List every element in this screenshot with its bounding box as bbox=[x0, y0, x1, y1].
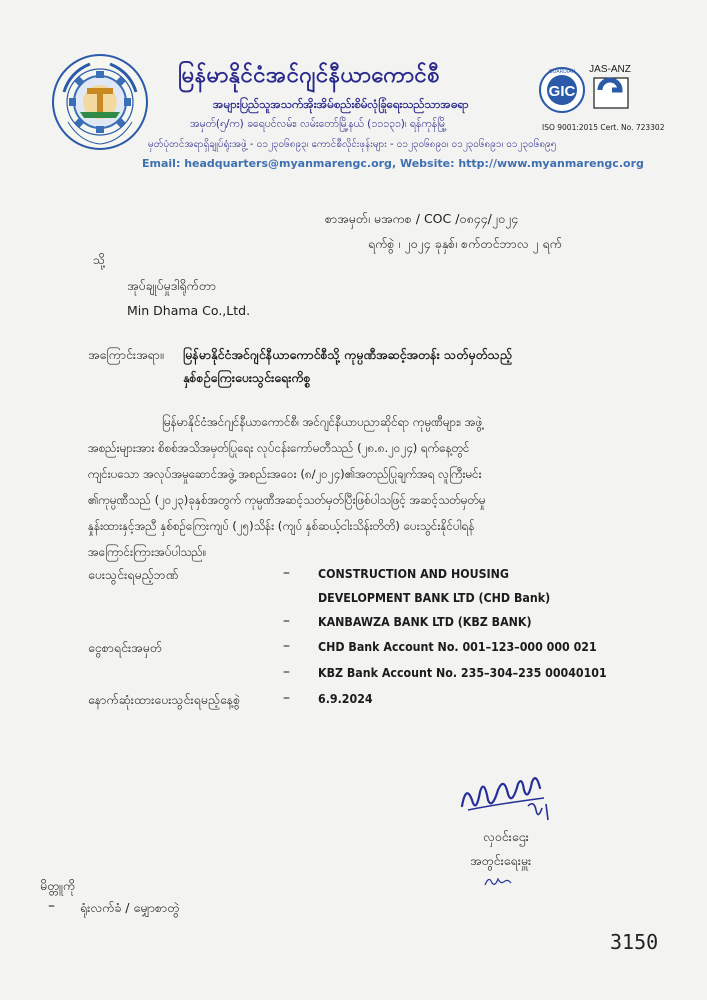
account-1: CHD Bank Account No. 001–123–000 000 021 bbox=[318, 640, 597, 654]
dash-4: – bbox=[283, 664, 290, 680]
email-label: Email: bbox=[142, 157, 181, 170]
email-link[interactable]: headquarters@myanmarengc.org bbox=[184, 157, 392, 170]
account-2: KBZ Bank Account No. 235–304–235 00040101 bbox=[318, 666, 607, 680]
body-line-6: အကြောင်းကြားအပ်ပါသည်။ bbox=[88, 545, 207, 559]
deadline-label: နောက်ဆုံးထားပေးသွင်းရမည့်နေ့စွဲ bbox=[88, 692, 241, 707]
bank-2: KANBAWZA BANK LTD (KBZ BANK) bbox=[318, 615, 532, 629]
deadline-date: 6.9.2024 bbox=[318, 692, 373, 706]
organization-title: မြန်မာနိုင်ငံအင်ဂျင်နီယာကောင်စီ bbox=[178, 63, 441, 88]
handwritten-initial-icon bbox=[483, 873, 513, 889]
account-label: ငွေစာရင်းအမှတ် bbox=[88, 640, 162, 655]
dash-3: – bbox=[283, 638, 290, 654]
address-line: အမှတ်(၅/က) ခရေပင်လမ်း၊ လမ်းတော်မြို့နယ် (၁၁၁၃၁)၊ ရန်ကုန်မြို့ bbox=[190, 118, 447, 130]
contact-line: Email: headquarters@myanmarengc.org, Website: http://www.myanmarengc.org bbox=[142, 157, 644, 170]
recipient-title: အုပ်ချုပ်မှုဒါရိုက်တာ bbox=[127, 278, 217, 293]
bank-label: ပေးသွင်းရမည့်ဘဏ် bbox=[88, 567, 179, 582]
bank-1-line-2: DEVELOPMENT BANK LTD (CHD Bank) bbox=[318, 591, 551, 605]
subject-line-1: မြန်မာနိုင်ငံအင်ဂျင်နီယာကောင်စီသို့ ကုမ္ပဏီအဆင့်အတန်း သတ်မှတ်သည့် bbox=[183, 347, 512, 362]
website-link[interactable]: http://www.myanmarengc.org bbox=[458, 157, 644, 170]
signer-role: အတွင်းရေးမှူး bbox=[470, 853, 532, 868]
body-line-3: ကျင်းပသော အလုပ်အမှုဆောင်အဖွဲ့ အစည်းအဝေး (၈/၂၀၂၄)၏အတည်ပြုချက်အရ လူကြီးမင်း bbox=[88, 467, 482, 481]
website-label: Website: bbox=[399, 157, 455, 170]
cc-label: မိတ္တူကို bbox=[40, 878, 76, 893]
cc-dash: – bbox=[48, 898, 55, 914]
stamp-number: 3150 bbox=[610, 930, 659, 954]
recipient-name: Min Dhama Co.,Ltd. bbox=[127, 303, 251, 318]
body-line-2: အစည်းများအား စိစစ်အသိအမှတ်ပြုရေး လုပ်ငန်းကော်မတီသည် (၂၈.၈.၂၀၂၄) ရက်နေ့တွင် bbox=[88, 441, 470, 455]
organization-motto: အများပြည်သူအသက်အိုးအိမ်စည်းစိမ်လုံခြုံရေးသည်သာအဓရာ bbox=[213, 97, 469, 111]
body-line-4: ၏ကုမ္ပဏီသည် (၂၀၂၃)ခုနှစ်အတွက် ကုမ္ပဏီအဆင့်သတ်မှတ်ပြီးဖြစ်ပါသဖြင့် အဆင့်သတ်မှတ်မှု bbox=[88, 493, 486, 507]
letter-date: ရက်စွဲ ၊ ၂၀၂၄ ခုနှစ်၊ စက်တင်ဘာလ ၂ ရက် bbox=[368, 236, 562, 251]
svg-text:GIC: GIC bbox=[548, 83, 576, 100]
jas-anz-text: JAS-ANZ bbox=[589, 64, 631, 75]
body-line-1: မြန်မာနိုင်ငံအင်ဂျင်နီယာကောင်စီ၊ အင်ဂျင်နီယာပညာဆိုင်ရာ ကုမ္ပဏီများ၊ အဖွဲ့ bbox=[162, 415, 483, 429]
dash-1: – bbox=[283, 565, 290, 581]
to-label: သို့ bbox=[93, 252, 106, 267]
body-line-5: နှုန်းထားနှင့်အညီ နှစ်စဉ်ကြေးကျပ် (၂၅)သိန်း (ကျပ် နှစ်ဆယ့်ငါးသိန်းတိတိ) ပေးသွင်းနိုင်ပါရန် bbox=[88, 519, 475, 533]
subject-label: အကြောင်းအရာ။ bbox=[88, 347, 164, 362]
subject-line-2: နှစ်စဉ်ကြေးပေးသွင်းရေးကိစ္စ bbox=[183, 370, 311, 385]
iso-standard: ISO 9001:2015 bbox=[542, 123, 598, 132]
cert-number: Cert. No. 723302 bbox=[600, 123, 665, 132]
handwritten-signature-icon bbox=[458, 770, 568, 830]
iso-certification-badge-icon bbox=[538, 60, 638, 124]
council-logo-icon bbox=[50, 52, 150, 152]
signer-name: လှဝင်းဌေး bbox=[483, 829, 529, 844]
dash-5: – bbox=[283, 690, 290, 706]
cert-number-text bbox=[542, 123, 664, 132]
dash-2: – bbox=[283, 613, 290, 629]
cc-item: ရုံးလက်ခံ / မျှောစာတွဲ bbox=[80, 900, 180, 915]
reference-number: စာအမှတ်၊ မအကစ / COC /၀၈၄၄/၂၀၂၄ bbox=[325, 211, 519, 226]
bank-1-line-1: CONSTRUCTION AND HOUSING bbox=[318, 567, 510, 581]
cert-brand-text: GUARDIAN bbox=[548, 69, 576, 75]
phone-line: မှတ်ပုံတင်အရာရှိချုပ်ရုံးအဖွဲ့ - ၀၁၂၃၀၆၈၉၃၊ ကောင်စီလိုင်းဖုန်းများ - ၀၁၂၃၀၆၈၉၀၊ ၀၁၂၃၀၆၈၉၁၊ ၀၁၂၃၀၆၈၉၅ bbox=[148, 139, 557, 150]
